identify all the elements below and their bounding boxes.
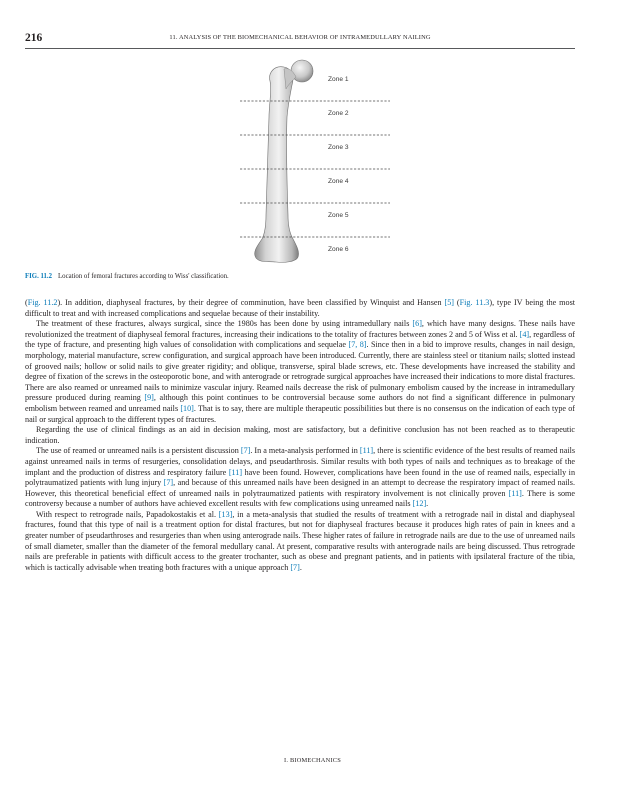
citation-link[interactable]: [5] [444, 298, 454, 307]
page-header [25, 32, 575, 48]
caption-text: Location of femoral fractures according to Wiss' classification. [58, 273, 229, 280]
citation-link[interactable]: [12] [412, 499, 427, 509]
text-run: . [299, 562, 302, 572]
header-rule [25, 48, 575, 49]
text-run: The use of reamed or unreamed nails is a persistent discussion [36, 446, 241, 456]
text-run: . That is to say, there are multiple therapeutic possibilities but there is no consensus on the indication of each type of nail or surgical approach to the different types of fractures. [25, 403, 576, 424]
text-run: . [426, 499, 429, 509]
citation-link[interactable]: [13] [218, 509, 233, 519]
zone-label-6: Zone 6 [328, 246, 349, 253]
citation-link[interactable]: [11] [228, 467, 243, 477]
citation-link[interactable]: Fig. 11.2 [27, 298, 58, 307]
text-run: , which have many designs. These nails have revolutionized the treatment of diaphyseal femoral fractures, increasing their indications to the totality of fractures between zones 2 and 5 of Wiss et al. [25, 319, 575, 339]
page-footer: I. BIOMECHANICS [284, 757, 341, 764]
zone-label-4: Zone 4 [328, 178, 349, 185]
figure-caption [25, 273, 575, 280]
citation-link[interactable]: [10] [180, 403, 194, 413]
zone-label-2: Zone 2 [328, 110, 349, 117]
text-run: , and because of this unreamed nails have been designed in an attempt to decrease the respiratory impact of reamed nails. However, this theoretical beneficial effect of unreamed nails in polytraumatized patients with respiratory involvement is not clinically proven [25, 478, 575, 498]
text-run: . There is some controversy because a number of authors have achieved excellent results with few complications using unreamed nails [25, 488, 575, 509]
zone-label-5: Zone 5 [328, 212, 349, 219]
zone-divider-lines [240, 101, 390, 237]
femur-shaft [255, 67, 299, 263]
figure-femur-zones [240, 55, 390, 263]
paragraph-3 [25, 425, 575, 446]
citation-link[interactable]: [7] [240, 446, 251, 456]
citation-link[interactable]: [11] [359, 446, 374, 456]
text-run: ( [453, 298, 460, 307]
zone-label-3: Zone 3 [328, 144, 349, 151]
femur-illustration [240, 55, 390, 263]
citation-link[interactable]: [7, 8] [348, 340, 367, 350]
paragraph-4 [25, 446, 575, 510]
text-run: ( [25, 298, 28, 307]
body-text [25, 298, 575, 573]
text-run: . Since then in a bid to improve results, changes in nail design, morphology, material manufacture, screw configuration, and surgical approach have been introduced. Currently, there are stainless steel or titanium nails; slotted instead of grooved nails; hollow or solid nails to give greater rigidity; and oblique, transverse, spiral blade screws, etc. These developments have increased the stability and degree of fixation of the screws in the osteoporotic bone, and with anterograde or retrograde surgical approaches have increased their indications to more distal fractures. There are also reamed or unreamed nails to minimize vascular injury. Reamed nails decrease the risk of pulmonary embolism caused by the increase in intramedullary pressure produced during reaming [25, 340, 575, 403]
paragraph-1 [25, 298, 575, 319]
citation-link[interactable]: [9] [144, 393, 154, 403]
citation-link[interactable]: Fig. 11.3 [459, 298, 490, 307]
text-run: Regarding the use of clinical findings as an aid in decision making, most are satisfactory, but a definitive conclusion has not been reached as to therapeutic indication. [25, 425, 575, 445]
citation-link[interactable]: [11] [508, 488, 522, 498]
text-run: With respect to retrograde nails, Papadokostakis et al. [36, 509, 219, 519]
zone-label-1: Zone 1 [328, 76, 349, 83]
text-run: ). In addition, diaphyseal fractures, by their degree of comminution, have been classified by Winquist and Hansen [57, 298, 445, 307]
citation-link[interactable]: [4] [519, 329, 530, 339]
text-run: . In a meta-analysis performed in [250, 446, 360, 456]
text-run: , in a meta-analysis that studied the results of treatment with a retrograde nail in distal and diaphyseal fractures, found that this type of nail is a treatment option for distal fractures, but not for diaphyseal fractures because it produces high rates of pain in knees and a greater number of pseudarthroses and resurgeries than when using anterograde nails. These higher rates of failure in retrograde nails are due to the use of unreamed nails of small diameter, smaller than the diameter of the femoral medullary canal. At present, comparative results with anterograde nails are being discussed. Thus retrograde nails are preferable in patients with difficult access to the greater trochanter, such as obese and pregnant patients, and in patients with ipsilateral fracture of the tibia, which is tactically advisable when treating both fractures with a unique approach [25, 509, 575, 572]
text-run: The treatment of these fractures, always surgical, since the 1980s has been done by using intramedullary nails [36, 319, 413, 329]
citation-link[interactable]: [7] [290, 562, 300, 572]
caption-label: FIG. 11.2 [25, 273, 53, 280]
page-number: 216 [25, 32, 43, 44]
text-run: , there is scientific evidence of the best results of reamed nails against unreamed nails in terms of resurgeries, consolidation delays, and pseudarthrosis. Similar results with both types of nails and techniques as to breakage of the implant and the production of distress and respiratory failure [25, 446, 576, 477]
text-run: have been found. However, complications have been found in the use of reamed nails, especially in polytraumatized patients with lung injury [25, 467, 576, 488]
running-head: 11. ANALYSIS OF THE BIOMECHANICAL BEHAVIOR OF INTRAMEDULLARY NAILING [169, 34, 431, 41]
text-run: ), type IV being the most difficult to treat and with increased complications and sequelae because of their instability. [25, 298, 575, 318]
paragraph-5 [25, 510, 575, 574]
paragraph-2 [25, 319, 575, 425]
text-run: , regardless of the type of fracture, and presenting high values of consolidation with complications and sequelae [25, 329, 575, 350]
text-run: , although this point continues to be controversial because some authors do not find a significant difference in pulmonary embolism between reamed and unreamed nails [25, 393, 576, 413]
citation-link[interactable]: [6] [412, 319, 422, 329]
citation-link[interactable]: [7] [163, 478, 174, 488]
